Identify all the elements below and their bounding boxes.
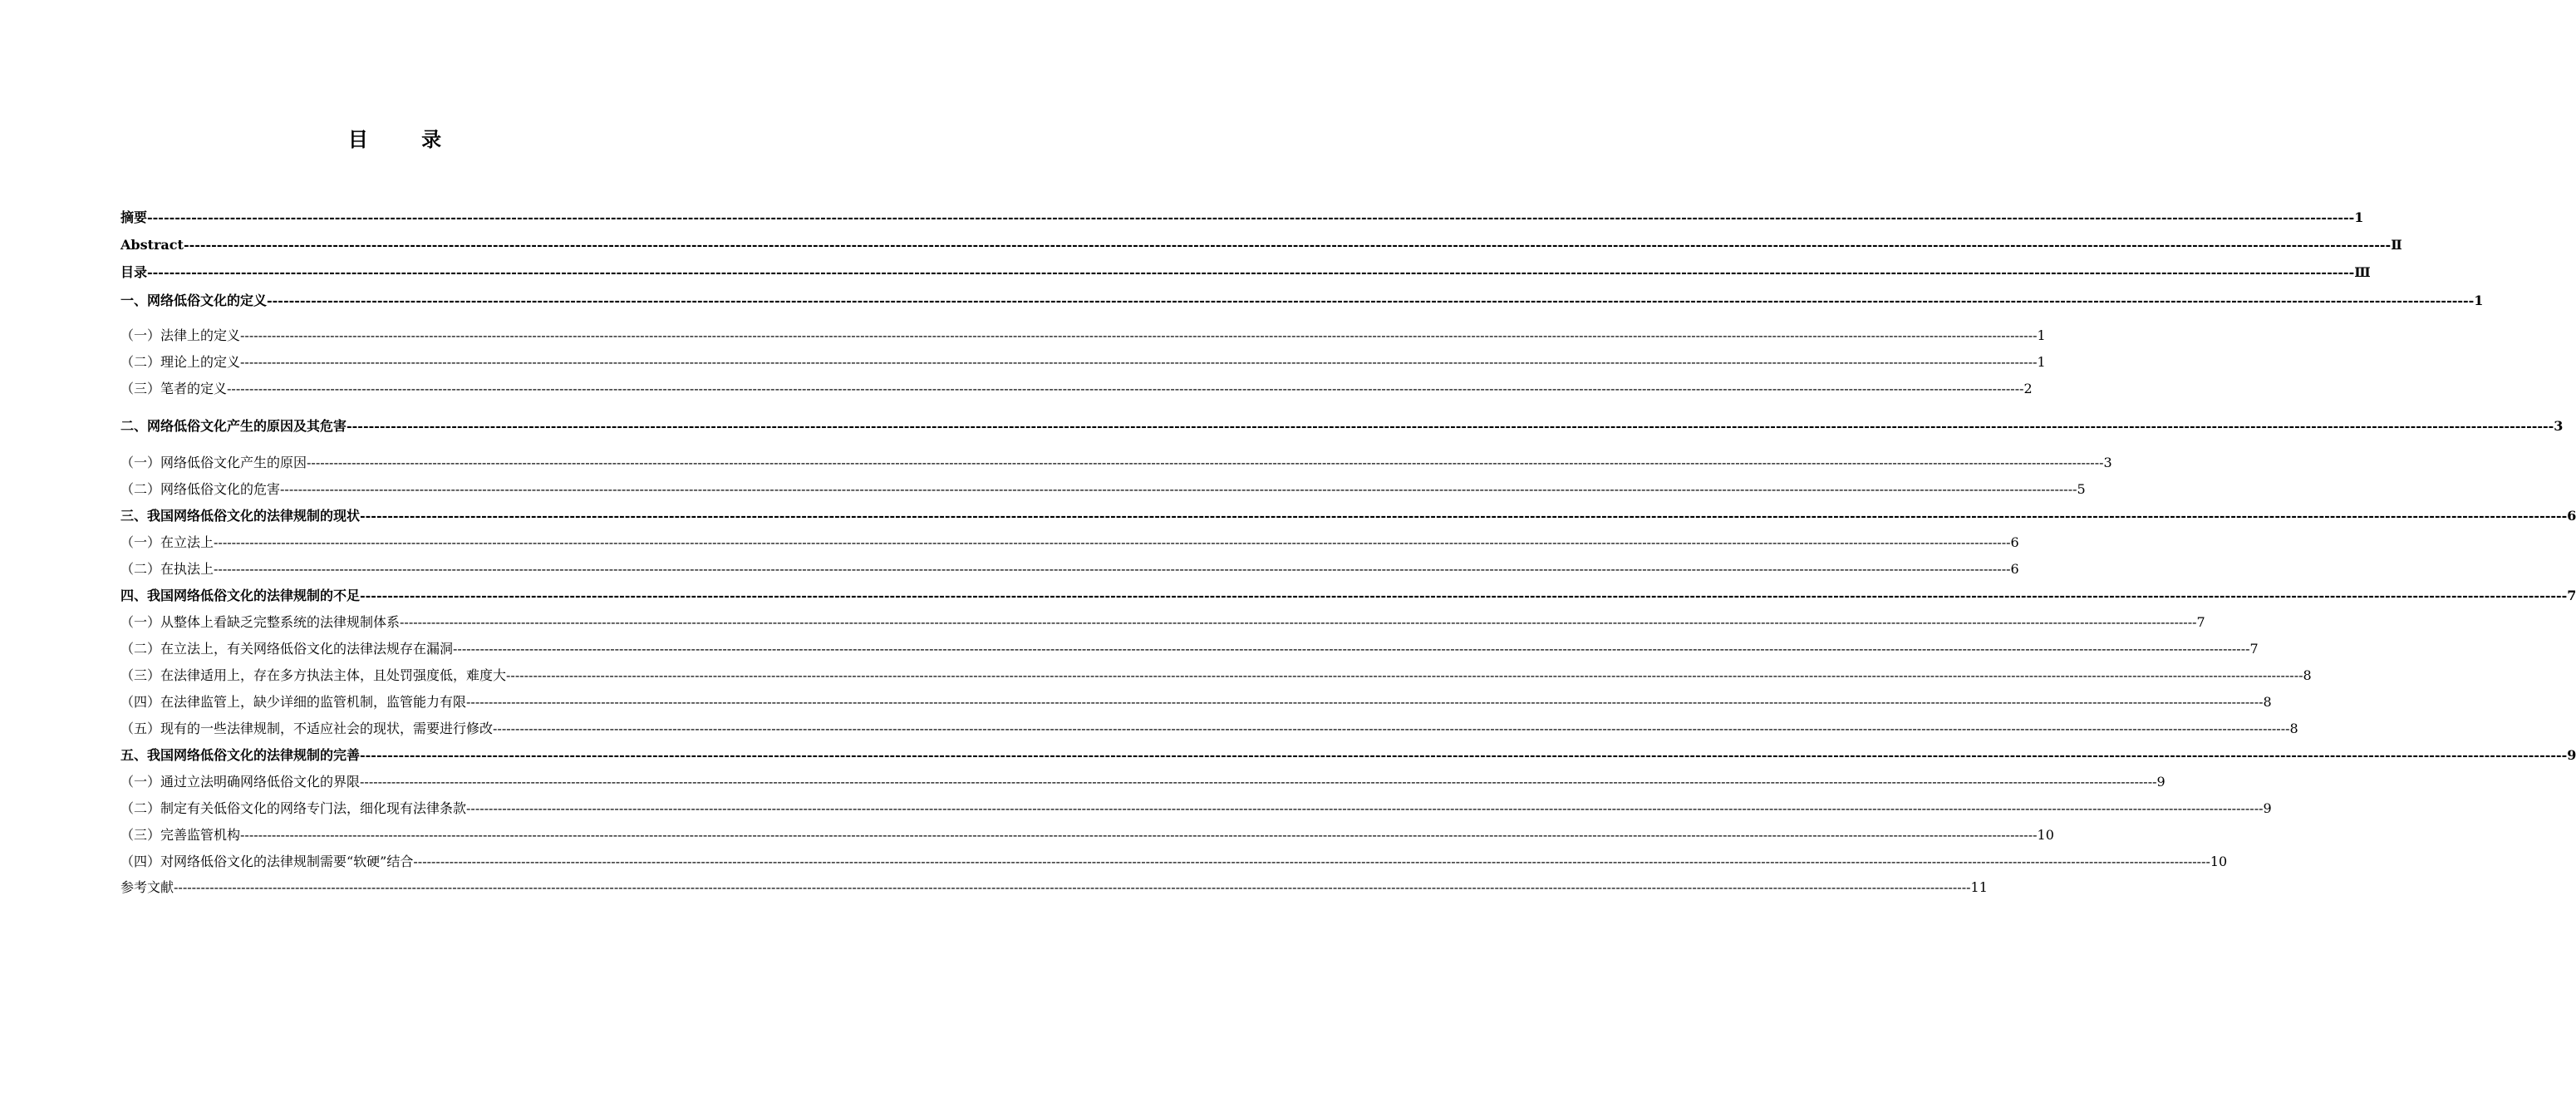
toc-dot-leader: ---------------------------------------------------------------------------------------------------------------------------------------------------------------------------------------------------------------------------------------------------------------------------------------------------------------------------------------------------------------------------------------------------------------- bbox=[466, 800, 2264, 816]
toc-entry[interactable] bbox=[120, 879, 1988, 896]
toc-entry[interactable] bbox=[120, 854, 2228, 870]
toc-dot-leader: ---------------------------------------------------------------------------------------------------------------------------------------------------------------------------------------------------------------------------------------------------------------------------------------------------------------------------------------------------------------------------------------------------------------- bbox=[360, 747, 2568, 763]
toc-dot-leader: ---------------------------------------------------------------------------------------------------------------------------------------------------------------------------------------------------------------------------------------------------------------------------------------------------------------------------------------------------------------------------------------------------------------- bbox=[360, 508, 2568, 524]
toc-dot-leader: ---------------------------------------------------------------------------------------------------------------------------------------------------------------------------------------------------------------------------------------------------------------------------------------------------------------------------------------------------------------------------------------------------------------- bbox=[506, 667, 2303, 683]
toc-entry-label: 三、我国网络低俗文化的法律规制的现状 bbox=[120, 508, 361, 524]
toc-entry-page-number: 6 bbox=[2567, 508, 2576, 524]
toc-entry[interactable] bbox=[120, 209, 2364, 226]
toc-entry-page-number: 1 bbox=[2037, 327, 2046, 343]
toc-entry-label: （一）法律上的定义 bbox=[120, 327, 241, 343]
toc-dot-leader: ---------------------------------------------------------------------------------------------------------------------------------------------------------------------------------------------------------------------------------------------------------------------------------------------------------------------------------------------------------------------------------------------------------------- bbox=[493, 721, 2290, 736]
toc-dot-leader: ---------------------------------------------------------------------------------------------------------------------------------------------------------------------------------------------------------------------------------------------------------------------------------------------------------------------------------------------------------------------------------------------------------------- bbox=[214, 534, 2011, 550]
toc-entry[interactable] bbox=[120, 800, 2272, 817]
toc-entry-label: 五、我国网络低俗文化的法律规制的完善 bbox=[120, 747, 361, 763]
toc-entry-page-number: 8 bbox=[2289, 721, 2298, 736]
toc-dot-leader: ---------------------------------------------------------------------------------------------------------------------------------------------------------------------------------------------------------------------------------------------------------------------------------------------------------------------------------------------------------------------------------------------------------------- bbox=[307, 455, 2104, 470]
toc-entry-page-number: 10 bbox=[2210, 854, 2228, 869]
toc-entry-page-number: 11 bbox=[1970, 879, 1988, 895]
page-title: 目 录 bbox=[347, 128, 465, 151]
toc-entry[interactable] bbox=[120, 237, 2402, 253]
toc-entry-page-number: 10 bbox=[2037, 827, 2054, 843]
toc-dot-leader: ---------------------------------------------------------------------------------------------------------------------------------------------------------------------------------------------------------------------------------------------------------------------------------------------------------------------------------------------------------------------------------------------------------------- bbox=[214, 561, 2011, 577]
toc-entry-label: （三）笔者的定义 bbox=[120, 381, 228, 396]
toc-entry[interactable] bbox=[120, 293, 2484, 309]
toc-entry-label: （一）网络低俗文化产生的原因 bbox=[120, 455, 307, 470]
toc-entry-label: （五）现有的一些法律规制，不适应社会的现状，需要进行修改 bbox=[120, 721, 494, 736]
toc-dot-leader: ---------------------------------------------------------------------------------------------------------------------------------------------------------------------------------------------------------------------------------------------------------------------------------------------------------------------------------------------------------------------------------------------------------------- bbox=[174, 879, 1971, 895]
toc-entry-label: 一、网络低俗文化的定义 bbox=[120, 293, 268, 308]
toc-entry-page-number: 9 bbox=[2567, 747, 2576, 763]
toc-entry-page-number: 7 bbox=[2196, 614, 2205, 630]
toc-entry-page-number: 6 bbox=[2010, 561, 2019, 577]
toc-entry[interactable] bbox=[120, 667, 2312, 684]
toc-dot-leader: ---------------------------------------------------------------------------------------------------------------------------------------------------------------------------------------------------------------------------------------------------------------------------------------------------------------------------------------------------------------------------------------------------------------- bbox=[240, 827, 2038, 843]
toc-entry[interactable] bbox=[120, 508, 2576, 524]
toc-entry[interactable] bbox=[120, 354, 2046, 371]
toc-dot-leader: ---------------------------------------------------------------------------------------------------------------------------------------------------------------------------------------------------------------------------------------------------------------------------------------------------------------------------------------------------------------------------------------------------------------- bbox=[347, 418, 2554, 434]
toc-entry-label: （三）在法律适用上，存在多方执法主体，且处罚强度低，难度大 bbox=[120, 667, 507, 683]
toc-dot-leader: ---------------------------------------------------------------------------------------------------------------------------------------------------------------------------------------------------------------------------------------------------------------------------------------------------------------------------------------------------------------------------------------------------------------- bbox=[466, 694, 2264, 710]
toc-entry-label: （二）在执法上 bbox=[120, 561, 214, 577]
toc-entry-page-number: 1 bbox=[2037, 354, 2046, 370]
toc-entry-label: （一）通过立法明确网络低俗文化的界限 bbox=[120, 774, 361, 790]
toc-entry[interactable] bbox=[120, 721, 2298, 737]
toc-entry[interactable] bbox=[120, 381, 2033, 397]
toc-entry[interactable] bbox=[120, 534, 2019, 551]
toc-entry[interactable] bbox=[120, 481, 2086, 498]
toc-dot-leader: ---------------------------------------------------------------------------------------------------------------------------------------------------------------------------------------------------------------------------------------------------------------------------------------------------------------------------------------------------------------------------------------------------------------- bbox=[360, 774, 2157, 790]
toc-entry-label: （二）制定有关低俗文化的网络专门法，细化现有法律条款 bbox=[120, 800, 467, 816]
toc-entry-page-number: Ⅱ bbox=[2391, 237, 2402, 253]
toc-entry-page-number: 3 bbox=[2103, 455, 2112, 470]
toc-entry-label: （二）在立法上，有关网络低俗文化的法律法规存在漏洞 bbox=[120, 641, 454, 657]
toc-dot-leader: ---------------------------------------------------------------------------------------------------------------------------------------------------------------------------------------------------------------------------------------------------------------------------------------------------------------------------------------------------------------------------------------------------------------- bbox=[183, 237, 2392, 253]
toc-entry-label: 目录 bbox=[120, 264, 148, 280]
toc-entry[interactable] bbox=[120, 747, 2576, 764]
toc-dot-leader: ---------------------------------------------------------------------------------------------------------------------------------------------------------------------------------------------------------------------------------------------------------------------------------------------------------------------------------------------------------------------------------------------------------------- bbox=[360, 588, 2568, 603]
toc-entry-label: （二）理论上的定义 bbox=[120, 354, 241, 370]
toc-entry[interactable] bbox=[120, 694, 2272, 711]
toc-entry-label: （二）网络低俗文化的危害 bbox=[120, 481, 281, 497]
toc-entry-page-number: 7 bbox=[2567, 588, 2576, 603]
toc-entry[interactable] bbox=[120, 588, 2576, 604]
toc-entry-label: 摘要 bbox=[120, 209, 148, 225]
toc-entry-label: Abstract bbox=[120, 237, 184, 253]
toc-entry[interactable] bbox=[120, 827, 2054, 844]
toc-entry-page-number: 6 bbox=[2010, 534, 2019, 550]
toc-entry-page-number: 2 bbox=[2023, 381, 2033, 396]
toc-dot-leader: ---------------------------------------------------------------------------------------------------------------------------------------------------------------------------------------------------------------------------------------------------------------------------------------------------------------------------------------------------------------------------------------------------------------- bbox=[147, 264, 2355, 280]
toc-dot-leader: ---------------------------------------------------------------------------------------------------------------------------------------------------------------------------------------------------------------------------------------------------------------------------------------------------------------------------------------------------------------------------------------------------------------- bbox=[453, 641, 2250, 657]
toc-entry[interactable] bbox=[120, 327, 2046, 344]
toc-dot-leader: ---------------------------------------------------------------------------------------------------------------------------------------------------------------------------------------------------------------------------------------------------------------------------------------------------------------------------------------------------------------------------------------------------------------- bbox=[227, 381, 2024, 396]
toc-entry-page-number: 7 bbox=[2249, 641, 2259, 657]
toc-dot-leader: ---------------------------------------------------------------------------------------------------------------------------------------------------------------------------------------------------------------------------------------------------------------------------------------------------------------------------------------------------------------------------------------------------------------- bbox=[240, 327, 2038, 343]
toc-entry-page-number: 8 bbox=[2263, 694, 2272, 710]
toc-entry-label: 参考文献 bbox=[120, 879, 175, 895]
toc-entry-page-number: Ⅲ bbox=[2354, 264, 2371, 280]
toc-dot-leader: ---------------------------------------------------------------------------------------------------------------------------------------------------------------------------------------------------------------------------------------------------------------------------------------------------------------------------------------------------------------------------------------------------------------- bbox=[400, 614, 2197, 630]
toc-entry-page-number: 9 bbox=[2263, 800, 2272, 816]
toc-entry[interactable] bbox=[120, 264, 2371, 281]
toc-entry-label: 四、我国网络低俗文化的法律规制的不足 bbox=[120, 588, 361, 603]
toc-entry-label: （一）在立法上 bbox=[120, 534, 214, 550]
toc-dot-leader: ---------------------------------------------------------------------------------------------------------------------------------------------------------------------------------------------------------------------------------------------------------------------------------------------------------------------------------------------------------------------------------------------------------------- bbox=[147, 209, 2355, 225]
toc-entry-label: （四）在法律监管上，缺少详细的监管机制，监管能力有限 bbox=[120, 694, 467, 710]
toc-dot-leader: ---------------------------------------------------------------------------------------------------------------------------------------------------------------------------------------------------------------------------------------------------------------------------------------------------------------------------------------------------------------------------------------------------------------- bbox=[240, 354, 2038, 370]
toc-entry-page-number: 1 bbox=[2354, 209, 2364, 225]
toc-entry[interactable] bbox=[120, 418, 2564, 435]
toc-entry-page-number: 3 bbox=[2554, 418, 2564, 434]
toc-entry-page-number: 8 bbox=[2303, 667, 2312, 683]
toc-entry-label: （三）完善监管机构 bbox=[120, 827, 241, 843]
toc-entry-page-number: 5 bbox=[2077, 481, 2086, 497]
toc-dot-leader: ---------------------------------------------------------------------------------------------------------------------------------------------------------------------------------------------------------------------------------------------------------------------------------------------------------------------------------------------------------------------------------------------------------------- bbox=[267, 293, 2475, 308]
toc-entry[interactable] bbox=[120, 455, 2112, 471]
toc-entry-page-number: 9 bbox=[2156, 774, 2166, 790]
toc-entry-page-number: 1 bbox=[2474, 293, 2484, 308]
toc-dot-leader: ---------------------------------------------------------------------------------------------------------------------------------------------------------------------------------------------------------------------------------------------------------------------------------------------------------------------------------------------------------------------------------------------------------------- bbox=[413, 854, 2210, 869]
toc-entry[interactable] bbox=[120, 774, 2166, 790]
toc-dot-leader: ---------------------------------------------------------------------------------------------------------------------------------------------------------------------------------------------------------------------------------------------------------------------------------------------------------------------------------------------------------------------------------------------------------------- bbox=[280, 481, 2077, 497]
toc-entry-label: 二、网络低俗文化产生的原因及其危害 bbox=[120, 418, 347, 434]
toc-entry-label: （四）对网络低俗文化的法律规制需要“软硬”结合 bbox=[120, 854, 414, 869]
toc-entry-label: （一）从整体上看缺乏完整系统的法律规制体系 bbox=[120, 614, 401, 630]
toc-entry[interactable] bbox=[120, 561, 2019, 578]
toc-entry[interactable] bbox=[120, 641, 2259, 657]
toc-entry[interactable] bbox=[120, 614, 2205, 631]
